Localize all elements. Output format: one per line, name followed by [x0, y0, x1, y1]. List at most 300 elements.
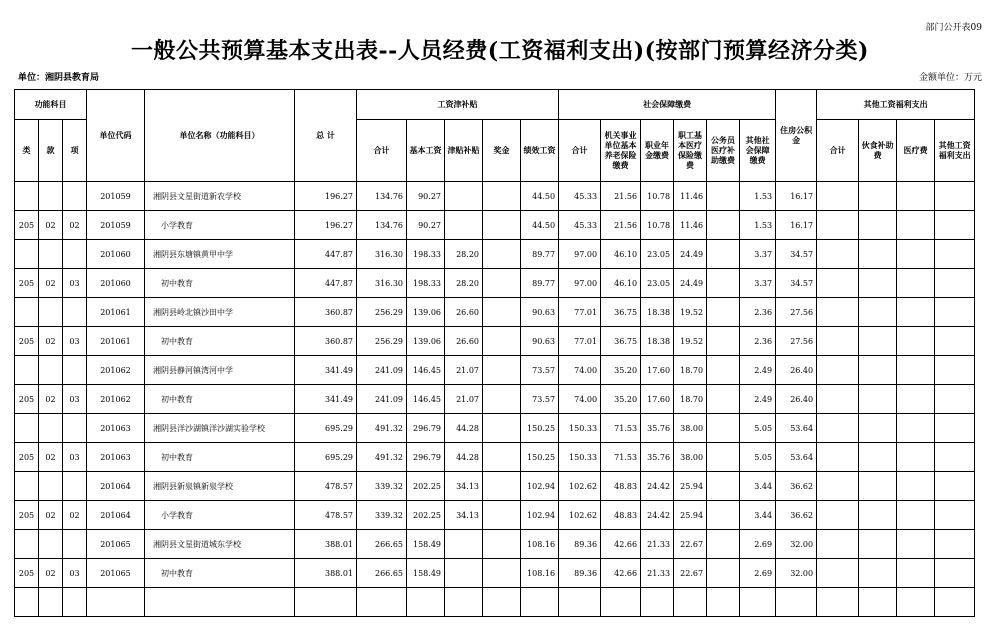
cell-unit-name: 初中教育 — [145, 443, 295, 472]
cell-other-total — [817, 414, 859, 443]
cell-social-total: 150.33 — [559, 443, 601, 472]
cell-other-social: 2.69 — [740, 559, 776, 588]
cell-unit-name: 湘阴县新泉镇新泉学校 — [145, 472, 295, 501]
cell-other-social: 3.44 — [740, 472, 776, 501]
cell-annuity: 17.60 — [641, 385, 674, 414]
header-allowance: 津贴补贴 — [445, 120, 483, 182]
cell-other-social: 1.53 — [740, 182, 776, 211]
cell-medical: 19.52 — [674, 327, 707, 356]
cell-allowance: 44.28 — [445, 414, 483, 443]
cell-civil-medical — [707, 472, 740, 501]
header-merit-wage: 绩效工资 — [521, 120, 559, 182]
header-wage-total: 合计 — [357, 120, 407, 182]
cell-lei: 205 — [15, 211, 39, 240]
cell-housing-fund: 53.64 — [776, 414, 817, 443]
cell-medical: 19.52 — [674, 298, 707, 327]
cell-allowance: 26.60 — [445, 327, 483, 356]
header-other-group: 其他工资福利支出 — [817, 90, 975, 120]
cell-basic-wage: 146.45 — [407, 356, 445, 385]
cell-kuan — [39, 530, 63, 559]
cell-other-social: 2.36 — [740, 298, 776, 327]
cell-total: 196.27 — [295, 182, 357, 211]
cell-lei — [15, 588, 39, 617]
cell-xiang — [63, 472, 87, 501]
cell-meal — [859, 588, 897, 617]
cell-merit-wage: 73.57 — [521, 385, 559, 414]
cell-medical-fee — [897, 472, 935, 501]
cell-kuan — [39, 356, 63, 385]
header-total: 总 计 — [295, 90, 357, 182]
cell-unit-name: 湘阴县洋沙湖镇洋沙湖实验学校 — [145, 414, 295, 443]
cell-meal — [859, 559, 897, 588]
cell-meal — [859, 182, 897, 211]
cell-xiang: 02 — [63, 211, 87, 240]
cell-total: 695.29 — [295, 443, 357, 472]
cell-kuan: 02 — [39, 501, 63, 530]
cell-housing-fund: 16.17 — [776, 211, 817, 240]
page-title: 一般公共预算基本支出表--人员经费(工资福利支出)(按部门预算经济分类) — [131, 38, 869, 64]
cell-bonus — [483, 443, 521, 472]
cell-bonus — [483, 211, 521, 240]
cell-medical-fee — [897, 269, 935, 298]
cell-other-total — [817, 443, 859, 472]
cell-merit-wage: 44.50 — [521, 211, 559, 240]
cell-civil-medical — [707, 414, 740, 443]
cell-unit-code: 201062 — [87, 356, 145, 385]
cell-other-total — [817, 472, 859, 501]
header-medical-fee: 医疗费 — [897, 120, 935, 182]
cell-merit-wage: 73.57 — [521, 356, 559, 385]
cell-medical-fee — [897, 182, 935, 211]
cell-lei: 205 — [15, 443, 39, 472]
cell-medical: 22.67 — [674, 559, 707, 588]
cell-meal — [859, 240, 897, 269]
cell-other-total — [817, 327, 859, 356]
cell-unit-code: 201060 — [87, 269, 145, 298]
cell-allowance — [445, 588, 483, 617]
cell-basic-wage: 146.45 — [407, 385, 445, 414]
cell-allowance: 34.13 — [445, 501, 483, 530]
cell-social-total: 89.36 — [559, 559, 601, 588]
cell-social-total: 77.01 — [559, 327, 601, 356]
cell-medical: 18.70 — [674, 385, 707, 414]
cell-bonus — [483, 559, 521, 588]
cell-bonus — [483, 182, 521, 211]
cell-pension: 71.53 — [601, 443, 641, 472]
cell-bonus — [483, 472, 521, 501]
cell-wage-total: 266.65 — [357, 559, 407, 588]
cell-basic-wage: 198.33 — [407, 240, 445, 269]
cell-medical: 24.49 — [674, 240, 707, 269]
cell-other-social: 1.53 — [740, 211, 776, 240]
cell-civil-medical — [707, 501, 740, 530]
cell-merit-wage: 108.16 — [521, 530, 559, 559]
cell-total: 447.87 — [295, 269, 357, 298]
cell-civil-medical — [707, 385, 740, 414]
cell-unit-name: 初中教育 — [145, 559, 295, 588]
cell-merit-wage: 150.25 — [521, 443, 559, 472]
cell-lei: 205 — [15, 501, 39, 530]
cell-pension: 46.10 — [601, 269, 641, 298]
cell-other-social: 2.69 — [740, 530, 776, 559]
cell-xiang — [63, 356, 87, 385]
cell-annuity — [641, 588, 674, 617]
cell-medical-fee — [897, 443, 935, 472]
cell-medical-fee — [897, 501, 935, 530]
cell-medical-fee — [897, 298, 935, 327]
cell-medical: 38.00 — [674, 414, 707, 443]
cell-unit-name: 湘阴县文星街道城东学校 — [145, 530, 295, 559]
cell-bonus — [483, 269, 521, 298]
cell-wage-total: 491.32 — [357, 443, 407, 472]
cell-pension — [601, 588, 641, 617]
cell-unit-name: 湘阴县岭北镇沙田中学 — [145, 298, 295, 327]
cell-civil-medical — [707, 182, 740, 211]
cell-unit-code: 201065 — [87, 559, 145, 588]
cell-social-total: 45.33 — [559, 211, 601, 240]
cell-wage-total: 339.32 — [357, 472, 407, 501]
cell-xiang — [63, 298, 87, 327]
cell-bonus — [483, 327, 521, 356]
cell-civil-medical — [707, 240, 740, 269]
cell-meal — [859, 356, 897, 385]
cell-social-total: 89.36 — [559, 530, 601, 559]
cell-pension: 35.20 — [601, 385, 641, 414]
cell-other-welfare — [935, 240, 975, 269]
cell-merit-wage: 44.50 — [521, 182, 559, 211]
header-housing-fund: 住房公积金 — [776, 90, 817, 182]
cell-meal — [859, 472, 897, 501]
cell-unit-code: 201065 — [87, 530, 145, 559]
cell-other-total — [817, 211, 859, 240]
cell-pension: 35.20 — [601, 356, 641, 385]
cell-basic-wage: 296.79 — [407, 414, 445, 443]
cell-unit-code: 201059 — [87, 182, 145, 211]
cell-other-welfare — [935, 269, 975, 298]
cell-annuity: 24.42 — [641, 472, 674, 501]
cell-lei — [15, 356, 39, 385]
cell-housing-fund: 36.62 — [776, 501, 817, 530]
cell-lei — [15, 414, 39, 443]
table-row — [15, 327, 975, 356]
table-row — [15, 240, 975, 269]
cell-other-welfare — [935, 472, 975, 501]
header-xiang: 项 — [63, 120, 87, 182]
cell-unit-name: 湘阴县文星街道新农学校 — [145, 182, 295, 211]
cell-bonus — [483, 501, 521, 530]
cell-meal — [859, 443, 897, 472]
cell-kuan: 02 — [39, 385, 63, 414]
cell-annuity: 35.76 — [641, 443, 674, 472]
header-unit-code: 单位代码 — [87, 90, 145, 182]
cell-xiang: 02 — [63, 501, 87, 530]
cell-other-welfare — [935, 356, 975, 385]
cell-other-social: 2.49 — [740, 385, 776, 414]
cell-pension: 42.66 — [601, 530, 641, 559]
cell-social-total: 74.00 — [559, 356, 601, 385]
cell-housing-fund — [776, 588, 817, 617]
cell-allowance: 26.60 — [445, 298, 483, 327]
cell-meal — [859, 327, 897, 356]
cell-medical-fee — [897, 211, 935, 240]
cell-wage-total: 316.30 — [357, 240, 407, 269]
cell-medical: 11.46 — [674, 182, 707, 211]
cell-housing-fund: 34.57 — [776, 269, 817, 298]
cell-annuity: 10.78 — [641, 182, 674, 211]
cell-merit-wage: 89.77 — [521, 269, 559, 298]
cell-xiang — [63, 240, 87, 269]
cell-other-total — [817, 559, 859, 588]
table-row — [15, 588, 975, 617]
cell-total: 360.87 — [295, 327, 357, 356]
cell-medical-fee — [897, 530, 935, 559]
cell-pension: 21.56 — [601, 182, 641, 211]
cell-wage-total: 256.29 — [357, 298, 407, 327]
cell-kuan: 02 — [39, 327, 63, 356]
cell-wage-total: 316.30 — [357, 269, 407, 298]
cell-pension: 48.83 — [601, 501, 641, 530]
cell-other-welfare — [935, 530, 975, 559]
cell-xiang — [63, 530, 87, 559]
cell-housing-fund: 36.62 — [776, 472, 817, 501]
cell-unit-code: 201062 — [87, 385, 145, 414]
cell-civil-medical — [707, 211, 740, 240]
cell-medical-fee — [897, 588, 935, 617]
cell-medical: 25.94 — [674, 472, 707, 501]
cell-xiang — [63, 182, 87, 211]
cell-wage-total: 339.32 — [357, 501, 407, 530]
cell-lei: 205 — [15, 269, 39, 298]
table-row — [15, 443, 975, 472]
cell-civil-medical — [707, 588, 740, 617]
cell-other-total — [817, 588, 859, 617]
cell-allowance — [445, 530, 483, 559]
cell-social-total: 74.00 — [559, 385, 601, 414]
table-row — [15, 298, 975, 327]
cell-total: 360.87 — [295, 298, 357, 327]
cell-basic-wage: 139.06 — [407, 327, 445, 356]
cell-merit-wage: 90.63 — [521, 327, 559, 356]
cell-total: 388.01 — [295, 530, 357, 559]
table-row — [15, 269, 975, 298]
cell-meal — [859, 385, 897, 414]
cell-other-welfare — [935, 385, 975, 414]
cell-total: 196.27 — [295, 211, 357, 240]
cell-housing-fund: 27.56 — [776, 298, 817, 327]
cell-total: 341.49 — [295, 385, 357, 414]
cell-housing-fund: 53.64 — [776, 443, 817, 472]
cell-kuan — [39, 182, 63, 211]
cell-allowance — [445, 211, 483, 240]
cell-social-total: 102.62 — [559, 472, 601, 501]
header-social-total: 合计 — [559, 120, 601, 182]
cell-basic-wage — [407, 588, 445, 617]
cell-meal — [859, 530, 897, 559]
cell-annuity: 23.05 — [641, 240, 674, 269]
cell-civil-medical — [707, 530, 740, 559]
header-lei: 类 — [15, 120, 39, 182]
cell-other-social: 3.37 — [740, 269, 776, 298]
cell-meal — [859, 211, 897, 240]
cell-pension: 46.10 — [601, 240, 641, 269]
cell-medical — [674, 588, 707, 617]
cell-annuity: 17.60 — [641, 356, 674, 385]
cell-social-total: 77.01 — [559, 298, 601, 327]
cell-other-welfare — [935, 588, 975, 617]
cell-other-welfare — [935, 327, 975, 356]
table-row — [15, 501, 975, 530]
cell-medical: 11.46 — [674, 211, 707, 240]
header-other-total: 合计 — [817, 120, 859, 182]
cell-civil-medical — [707, 298, 740, 327]
cell-social-total: 45.33 — [559, 182, 601, 211]
cell-kuan — [39, 472, 63, 501]
cell-medical-fee — [897, 327, 935, 356]
cell-basic-wage: 198.33 — [407, 269, 445, 298]
header-social-group: 社会保障缴费 — [559, 90, 776, 120]
cell-total: 447.87 — [295, 240, 357, 269]
cell-merit-wage: 102.94 — [521, 472, 559, 501]
cell-lei — [15, 530, 39, 559]
cell-other-total — [817, 269, 859, 298]
cell-wage-total: 256.29 — [357, 327, 407, 356]
cell-social-total: 97.00 — [559, 240, 601, 269]
cell-unit-name: 湘阴县东塘镇黄甲中学 — [145, 240, 295, 269]
cell-medical: 25.94 — [674, 501, 707, 530]
cell-lei: 205 — [15, 385, 39, 414]
cell-social-total: 102.62 — [559, 501, 601, 530]
cell-meal — [859, 298, 897, 327]
cell-basic-wage: 90.27 — [407, 182, 445, 211]
cell-housing-fund: 26.40 — [776, 385, 817, 414]
cell-total: 478.57 — [295, 472, 357, 501]
cell-annuity: 21.33 — [641, 530, 674, 559]
budget-table — [14, 89, 975, 617]
header-bonus: 奖金 — [483, 120, 521, 182]
cell-basic-wage: 158.49 — [407, 530, 445, 559]
cell-kuan — [39, 298, 63, 327]
cell-meal — [859, 269, 897, 298]
cell-xiang: 03 — [63, 269, 87, 298]
cell-wage-total: 241.09 — [357, 385, 407, 414]
unit-label: 单位：湘阴县教育局 — [18, 73, 100, 83]
cell-annuity: 23.05 — [641, 269, 674, 298]
cell-kuan: 02 — [39, 211, 63, 240]
cell-xiang: 03 — [63, 327, 87, 356]
cell-bonus — [483, 240, 521, 269]
cell-allowance — [445, 182, 483, 211]
cell-medical-fee — [897, 559, 935, 588]
cell-xiang: 03 — [63, 385, 87, 414]
cell-unit-code: 201061 — [87, 298, 145, 327]
cell-civil-medical — [707, 269, 740, 298]
cell-housing-fund: 32.00 — [776, 530, 817, 559]
cell-housing-fund: 32.00 — [776, 559, 817, 588]
table-row — [15, 356, 975, 385]
cell-annuity: 24.42 — [641, 501, 674, 530]
cell-kuan — [39, 414, 63, 443]
cell-annuity: 18.38 — [641, 298, 674, 327]
cell-xiang: 03 — [63, 559, 87, 588]
cell-unit-name: 初中教育 — [145, 385, 295, 414]
cell-other-social — [740, 588, 776, 617]
header-annuity: 职业年金缴费 — [641, 120, 674, 182]
cell-wage-total: 266.65 — [357, 530, 407, 559]
cell-merit-wage: 102.94 — [521, 501, 559, 530]
cell-meal — [859, 501, 897, 530]
header-basic-wage: 基本工资 — [407, 120, 445, 182]
cell-medical: 38.00 — [674, 443, 707, 472]
cell-lei — [15, 472, 39, 501]
cell-unit-code: 201063 — [87, 414, 145, 443]
cell-kuan — [39, 588, 63, 617]
cell-bonus — [483, 356, 521, 385]
cell-unit-name: 初中教育 — [145, 269, 295, 298]
cell-allowance: 21.07 — [445, 356, 483, 385]
cell-lei — [15, 182, 39, 211]
cell-other-social: 2.49 — [740, 356, 776, 385]
cell-basic-wage: 202.25 — [407, 501, 445, 530]
cell-allowance — [445, 559, 483, 588]
cell-wage-total: 491.32 — [357, 414, 407, 443]
table-row — [15, 414, 975, 443]
cell-unit-name: 小学教育 — [145, 501, 295, 530]
cell-bonus — [483, 385, 521, 414]
cell-wage-total: 134.76 — [357, 211, 407, 240]
cell-pension: 36.75 — [601, 298, 641, 327]
cell-civil-medical — [707, 443, 740, 472]
cell-housing-fund: 26.40 — [776, 356, 817, 385]
cell-other-welfare — [935, 443, 975, 472]
cell-housing-fund: 34.57 — [776, 240, 817, 269]
cell-bonus — [483, 588, 521, 617]
header-civil-medical: 公务员医疗补助缴费 — [707, 120, 740, 182]
table-row — [15, 472, 975, 501]
amount-unit-label: 金额单位：万元 — [918, 73, 982, 83]
cell-other-social: 3.37 — [740, 240, 776, 269]
cell-other-welfare — [935, 501, 975, 530]
cell-pension: 42.66 — [601, 559, 641, 588]
cell-xiang — [63, 588, 87, 617]
cell-other-welfare — [935, 182, 975, 211]
cell-total: 695.29 — [295, 414, 357, 443]
cell-bonus — [483, 298, 521, 327]
cell-unit-code: 201063 — [87, 443, 145, 472]
cell-medical-fee — [897, 356, 935, 385]
table-row — [15, 385, 975, 414]
cell-total — [295, 588, 357, 617]
cell-social-total: 150.33 — [559, 414, 601, 443]
cell-medical: 24.49 — [674, 269, 707, 298]
cell-other-social: 5.05 — [740, 443, 776, 472]
cell-allowance: 28.20 — [445, 240, 483, 269]
cell-unit-code — [87, 588, 145, 617]
cell-other-total — [817, 530, 859, 559]
cell-other-social: 5.05 — [740, 414, 776, 443]
cell-other-total — [817, 356, 859, 385]
cell-housing-fund: 27.56 — [776, 327, 817, 356]
cell-housing-fund: 16.17 — [776, 182, 817, 211]
cell-basic-wage: 158.49 — [407, 559, 445, 588]
header-wage-group: 工资津补贴 — [357, 90, 559, 120]
header-unit-name: 单位名称（功能科目） — [145, 90, 295, 182]
cell-other-total — [817, 385, 859, 414]
cell-civil-medical — [707, 559, 740, 588]
cell-total: 388.01 — [295, 559, 357, 588]
cell-total: 478.57 — [295, 501, 357, 530]
cell-civil-medical — [707, 327, 740, 356]
header-other-welfare: 其他工资福利支出 — [935, 120, 975, 182]
